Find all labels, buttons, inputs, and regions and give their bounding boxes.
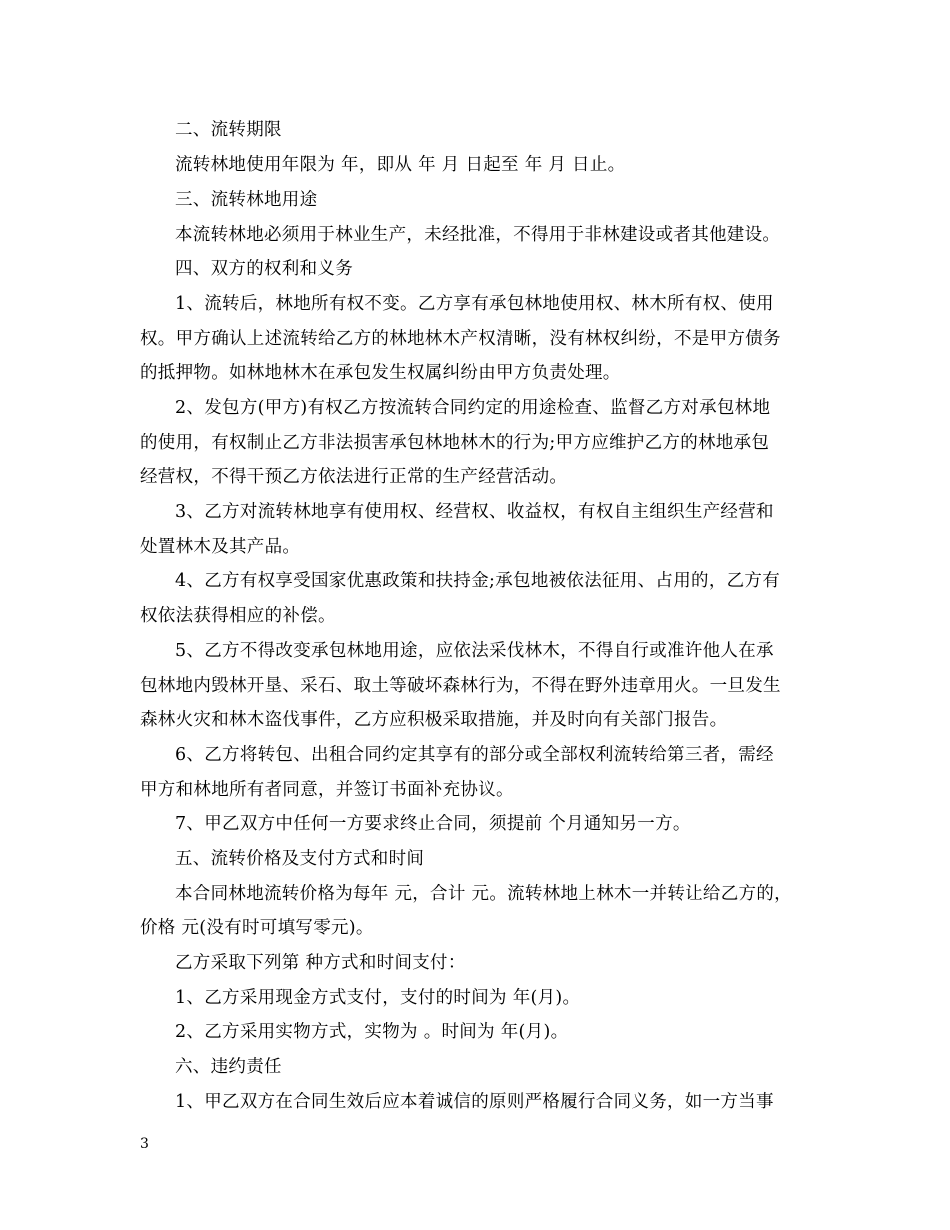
- paragraph-line: 本流转林地必须用于林业生产，未经批准，不得用于非林建设或者其他建设。: [175, 225, 781, 245]
- paragraph-line: 1、流转后，林地所有权不变。乙方享有承包林地使用权、林木所有权、使用: [175, 294, 774, 314]
- section-heading-term: 二、流转期限: [175, 120, 282, 140]
- paragraph-line: 包林地内毁林开垦、采石、取土等破坏森林行为，不得在野外违章用火。一旦发生: [140, 676, 781, 696]
- paragraph-line: 4、乙方有权享受国家优惠政策和扶持金;承包地被依法征用、占用的，乙方有: [175, 571, 781, 591]
- paragraph-line: 的抵押物。如林地林木在承包发生权属纠纷由甲方负责处理。: [140, 363, 621, 383]
- section-heading-rights: 四、双方的权利和义务: [175, 259, 353, 279]
- paragraph-line: 处置林木及其产品。: [140, 537, 301, 557]
- paragraph-line: 1、乙方采用现金方式支付，支付的时间为 年(月)。: [175, 988, 581, 1008]
- paragraph-line: 权依法获得相应的补偿。: [140, 606, 336, 626]
- paragraph-line: 森林火灾和林木盗伐事件，乙方应积极采取措施，并及时向有关部门报告。: [140, 710, 728, 730]
- paragraph-line: 3、乙方对流转林地享有使用权、经营权、收益权，有权自主组织生产经营和: [175, 502, 774, 522]
- paragraph-line: 7、甲乙双方中任何一方要求终止合同，须提前 个月通知另一方。: [175, 814, 691, 834]
- paragraph-line: 甲方和林地所有者同意，并签订书面补充协议。: [140, 780, 514, 800]
- paragraph-line: 流转林地使用年限为 年，即从 年 月 日起至 年 月 日止。: [175, 155, 626, 175]
- paragraph-line: 2、乙方采用实物方式，实物为 。时间为 年(月)。: [175, 1022, 569, 1042]
- paragraph-line: 5、乙方不得改变承包林地用途，应依法采伐林木，不得自行或准许他人在承: [175, 641, 774, 661]
- paragraph-line: 本合同林地流转价格为每年 元，合计 元。流转林地上林木一并转让给乙方的，: [175, 884, 792, 904]
- paragraph-line: 价格 元(没有时可填写零元)。: [140, 918, 374, 938]
- paragraph-line: 经营权，不得干预乙方依法进行正常的生产经营活动。: [140, 467, 568, 487]
- paragraph-line: 权。甲方确认上述流转给乙方的林地林木产权清晰，没有林权纠纷，不是甲方债务: [140, 329, 781, 349]
- paragraph-line: 乙方采取下列第 种方式和时间支付：: [175, 953, 466, 973]
- paragraph-line: 1、甲乙双方在合同生效后应本着诚信的原则严格履行合同义务，如一方当事: [175, 1092, 774, 1112]
- section-heading-liability: 六、违约责任: [175, 1057, 282, 1077]
- section-heading-price: 五、流转价格及支付方式和时间: [175, 849, 425, 869]
- page-number: 3: [140, 1136, 149, 1152]
- section-heading-usage: 三、流转林地用途: [175, 190, 318, 210]
- paragraph-line: 6、乙方将转包、出租合同约定其享有的部分或全部权利流转给第三者，需经: [175, 745, 774, 765]
- paragraph-line: 的使用，有权制止乙方非法损害承包林地林木的行为;甲方应维护乙方的林地承包: [140, 433, 770, 453]
- paragraph-line: 2、发包方(甲方)有权乙方按流转合同约定的用途检查、监督乙方对承包林地: [175, 398, 771, 418]
